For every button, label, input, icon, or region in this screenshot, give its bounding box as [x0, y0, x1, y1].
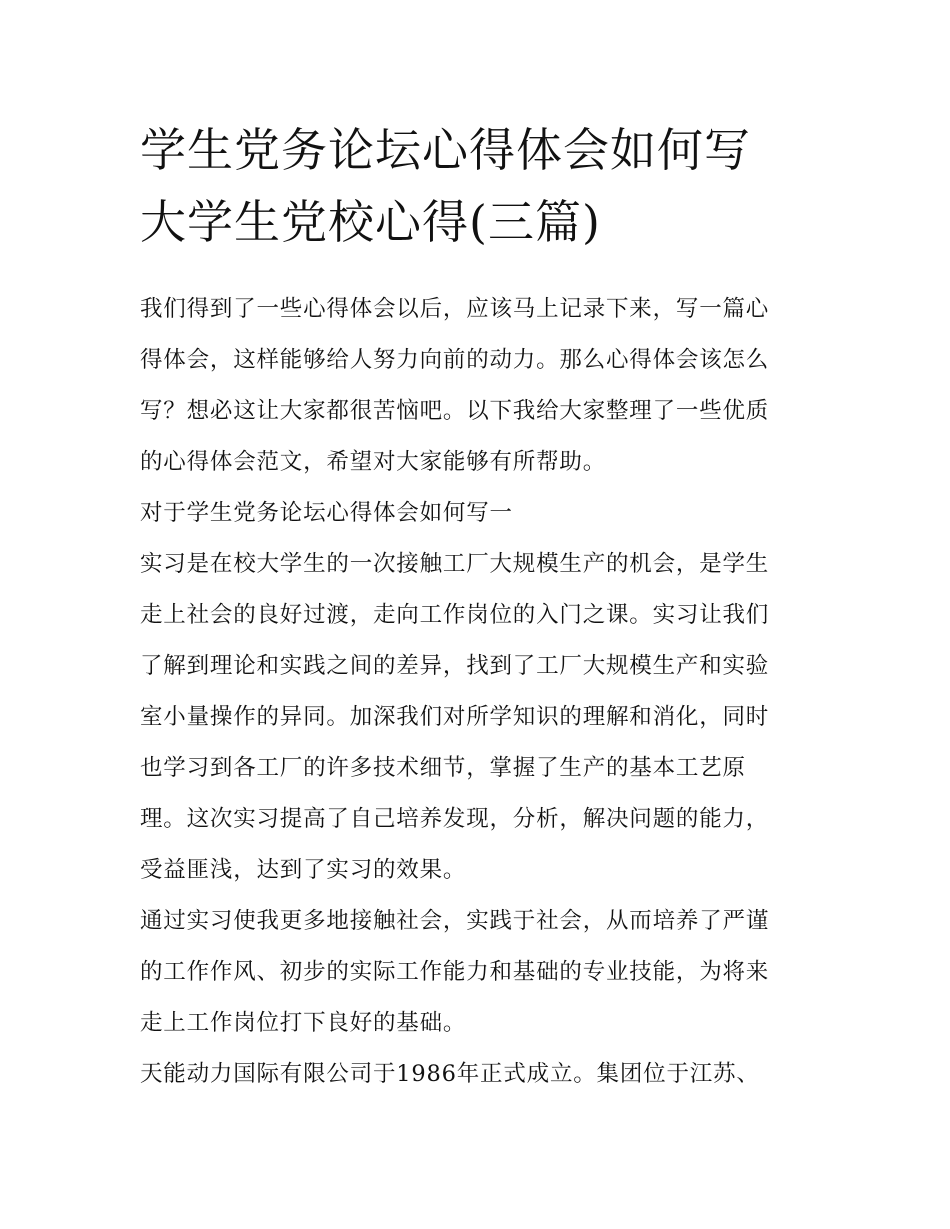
- text-line: 了解到理论和实践之间的差异，找到了工厂大规模生产和实验: [140, 653, 770, 679]
- text-line: 实习是在校大学生的一次接触工厂大规模生产的机会，是学生: [140, 551, 770, 577]
- text-line: 对于学生党务论坛心得体会如何写一: [140, 500, 513, 526]
- text-line: 天能动力国际有限公司于1986年正式成立。集团位于江苏、: [140, 1061, 760, 1087]
- text-line: 写？想必这让大家都很苦恼吧。以下我给大家整理了一些优质: [140, 398, 770, 424]
- body-paragraph-society: [140, 896, 820, 1049]
- title-line-1: 学生党务论坛心得体会如何写: [140, 123, 751, 177]
- text-line: 得体会，这样能够给人努力向前的动力。那么心得体会该怎么: [140, 347, 770, 373]
- document-title: [140, 114, 820, 258]
- text-line: 走上工作岗位打下良好的基础。: [140, 1010, 467, 1036]
- text-line: 我们得到了一些心得体会以后，应该马上记录下来，写一篇心: [140, 296, 770, 322]
- document-page: [140, 114, 820, 1100]
- text-line: 走上社会的良好过渡，走向工作岗位的入门之课。实习让我们: [140, 602, 770, 628]
- text-line: 理。这次实习提高了自己培养发现，分析，解决问题的能力，: [140, 806, 770, 832]
- text-line: 也学习到各工厂的许多技术细节，掌握了生产的基本工艺原: [140, 755, 746, 781]
- text-line: 通过实习使我更多地接触社会，实践于社会，从而培养了严谨: [140, 908, 770, 934]
- intro-paragraph: [140, 284, 820, 488]
- text-line: 受益匪浅，达到了实习的效果。: [140, 857, 467, 883]
- title-line-2: 大学生党校心得(三篇): [140, 195, 601, 249]
- text-line: 室小量操作的异同。加深我们对所学知识的理解和消化，同时: [140, 704, 770, 730]
- body-paragraph-internship: [140, 539, 820, 896]
- text-line: 的工作作风、初步的实际工作能力和基础的专业技能，为将来: [140, 959, 770, 985]
- body-paragraph-company: [140, 1049, 820, 1100]
- section-heading: [140, 488, 820, 539]
- text-line: 的心得体会范文，希望对大家能够有所帮助。: [140, 449, 607, 475]
